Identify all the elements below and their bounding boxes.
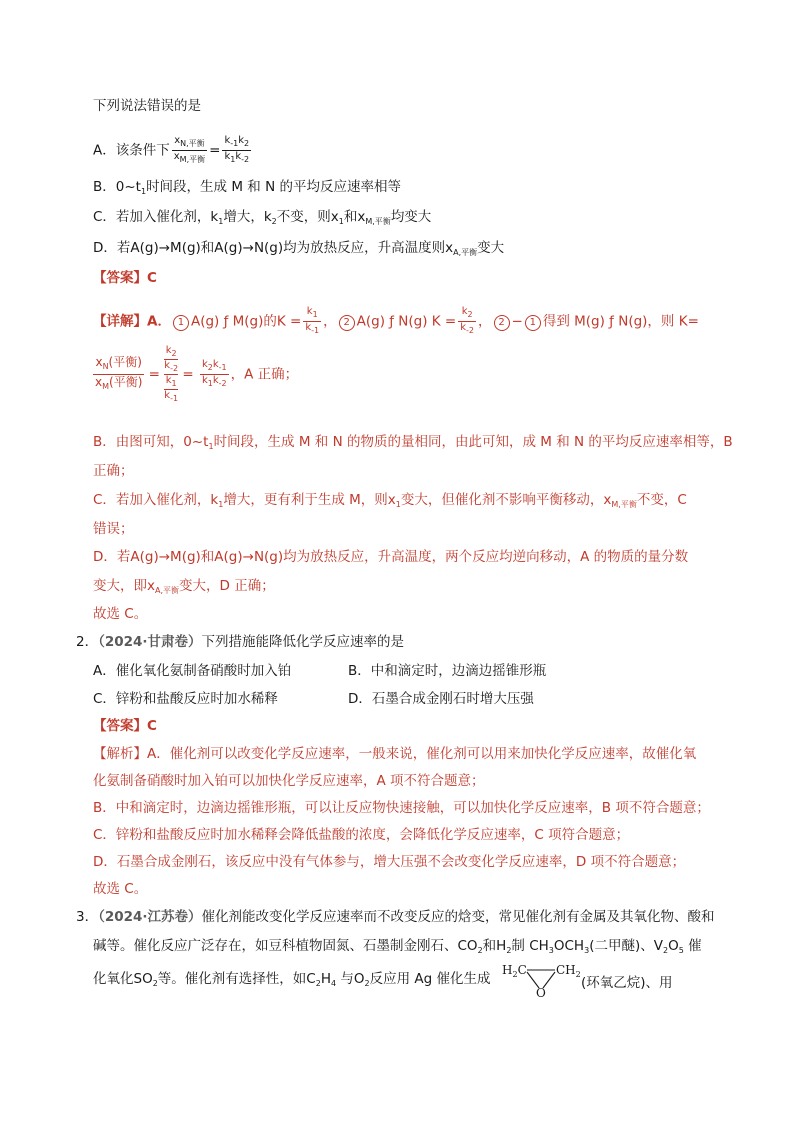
q1-option-c: C．若加入催化剂，$k_1$增大，$k_2$不变，则$x_1$和$x_{M,平衡}$均变大 (93, 209, 432, 226)
q1-detail-c-line2: 错误； (93, 521, 134, 537)
q2-option-b: B．中和滴定时，边滴边摇锥形瓶 (348, 663, 547, 679)
q1-option-b: B．$0\sim t_1$时间段，生成 M 和 N 的平均反应速率相等 (93, 179, 401, 196)
q1-option-a: A．该条件下 $\frac{x_{N,平衡}}{x_{M,平衡}}$ = $\frac{k_{-1}k_2}{k_1k_{-2}}$ (93, 135, 250, 164)
q2-analysis-line4: C．锌粉和盐酸反应时加水稀释会降低盐酸的浓度，会降低化学反应速率，C 项符合题意； (93, 827, 630, 843)
q1-detail-b-line1: B．由图可知，$0\sim t_1$时间段，生成 M 和 N 的物质的量相同，由此可知，成 M 和 N 的平均反应速率相等，B (93, 434, 733, 451)
q1-option-d: D．若A(g)→M(g)和A(g)→N(g)均为放热反应，升高温度则$x_{A,平衡}$变大 (93, 240, 505, 257)
q2-stem: 2．（2024·甘肃卷）下列措施能降低化学反应速率的是 (76, 634, 405, 650)
q1-detail-a-line1: 【详解】A． 1 A(g) ƒ M(g)的K = $\frac{k_1}{k_{-1}}$ ， 2 A(g) ƒ N(g) K = $\frac{k_2}{k_{-2}}$ ， 2 − 1 得到 M(g) ƒ N(g)，则 K= (93, 306, 699, 335)
q1-detail-d-line1: D．若A(g)→M(g)和A(g)→N(g)均为放热反应，升高温度，两个反应均逆向移动，A 的物质的量分数 (93, 549, 689, 565)
q3-line2: 碱等。催化反应广泛存在，如豆科植物固氮、石墨制金刚石、$CO_2$和$H_2$制 $CH_3OCH_3$(二甲醚)、$V_2O_5$ 催 (93, 938, 702, 955)
q2-analysis-line2: 化氨制备硝酸时加入铂可以加快化学反应速率，A 项不符合题意； (93, 773, 485, 789)
q1-detail-d-line2: 变大，即$x_{A,平衡}$变大，D 正确； (93, 578, 275, 595)
q2-final: 故选 C。 (93, 881, 148, 897)
epoxide-left-label: $H_2C$ (502, 963, 527, 979)
q3-line1: 3．（2024·江苏卷）催化剂能改变化学反应速率而不改变反应的焓变，常见催化剂有金属及其氧化物、酸和 (76, 909, 715, 925)
q1-final: 故选 C。 (93, 606, 148, 622)
epoxide-right-label: $CH_2$ (556, 963, 581, 979)
q2-option-c: C．锌粉和盐酸反应时加水稀释 (93, 691, 278, 707)
q1-detail-k-expression: $x_N$(平衡) $x_M$(平衡) = $k_2$ $k_{-2}$ $k_1$ $k_{-1}$ = $\frac{k_2k_{-1}}{k_1k_{-2}}$ ，A 正确； (95, 345, 299, 403)
q2-option-a: A．催化氧化氨制备硝酸时加入铂 (93, 663, 292, 679)
q3-line3-end: (环氧乙烷)、用 (581, 975, 673, 991)
epoxide-oxygen-label: O (536, 986, 546, 1000)
q2-analysis-line1: 【解析】A．催化剂可以改变化学反应速率，一般来说，催化剂可以用来加快化学反应速率，故催化氧 (93, 746, 697, 762)
q1-detail-b-line2: 正确； (93, 463, 134, 479)
q2-answer: 【答案】C (93, 718, 157, 734)
q2-analysis-line3: B．中和滴定时，边滴边摇锥形瓶，可以让反应物快速接触，可以加快化学反应速率，B 项不符合题意； (93, 800, 710, 816)
q3-line3: 化氧化$SO_2$等。催化剂有选择性，如$C_2H_4$ 与$O_2$反应用 Ag 催化生成 (93, 971, 491, 988)
q1-detail-c-line1: C．若加入催化剂，$k_1$增大，更有利于生成 M，则$x_1$变大，但催化剂不影响平衡移动，$x_{M,平衡}$不变，C (93, 492, 687, 509)
q1-stem: 下列说法错误的是 (93, 98, 201, 114)
q2-option-d: D．石墨合成金刚石时增大压强 (348, 691, 534, 707)
q1-answer: 【答案】C (93, 270, 157, 286)
q2-analysis-line5: D．石墨合成金刚石，该反应中没有气体参与，增大压强不会改变化学反应速率，D 项不符合题意； (93, 854, 686, 870)
